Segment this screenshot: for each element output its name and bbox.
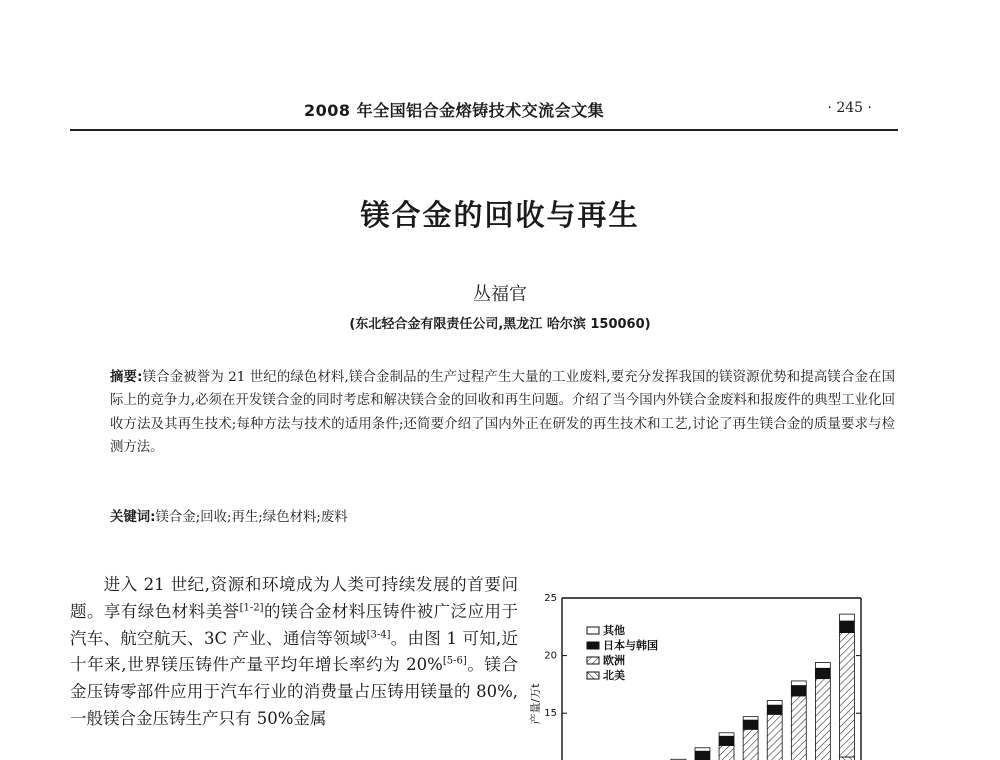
legend-label: 其他 <box>603 624 625 637</box>
bar-segment <box>743 720 758 729</box>
page-number: · 245 · <box>827 100 872 116</box>
bar-segment <box>767 714 782 760</box>
bar-segment <box>743 717 758 720</box>
author-affiliation: (东北轻合金有限责任公司,黑龙江 哈尔滨 150060) <box>349 317 651 332</box>
body-sentence-4: 。镁合金压铸零部件应用于汽车行业的消费量占压铸用镁量的 80%,一般镁合金压铸生产只有 50%金属 <box>70 655 519 728</box>
abstract-label: 摘要: <box>110 370 143 385</box>
y-tick-label: 20 <box>544 650 557 662</box>
bar-segment <box>767 701 782 706</box>
proceedings-title: 2008 年全国铝合金熔铸技术交流会文集 <box>304 101 605 120</box>
citation-ref: [5-6] <box>442 655 467 667</box>
keywords <box>110 506 895 529</box>
body-sentence-3: 。由图 1 可知,近十年来,世界镁压铸件产量平均年增长率约为 20% <box>70 628 518 675</box>
bar-segment <box>839 633 854 757</box>
abstract <box>110 366 895 460</box>
abstract-text: 镁合金被誉为 21 世纪的绿色材料,镁合金制品的生产过程产生大量的工业废料,要充分发挥我国的镁资源优势和提高镁合金在国际上的竞争力,必须在开发镁合金的同时考虑和解决镁合金的回收和再生问题。介绍了当今国内外镁合金废料和报废件的典型工业化回收方法及其再生技术;每种方法与技术的适用条件;还简要介绍了国内外正在研发的再生技术和工艺,讨论了再生镁合金的质量要求与检测方法。 <box>110 370 896 456</box>
running-header <box>70 98 900 130</box>
bar-segment <box>791 681 806 686</box>
bar-segment <box>791 686 806 696</box>
legend-swatch <box>587 672 599 679</box>
citation-ref: [1-2] <box>239 602 264 614</box>
bar-segment <box>719 733 734 736</box>
author-name: 丛福官 <box>473 284 527 305</box>
legend-label: 日本与韩国 <box>603 639 658 652</box>
header-rule <box>70 129 898 131</box>
keywords-text: 镁合金;回收;再生;绿色材料;废料 <box>155 510 348 525</box>
bar-segment <box>839 621 854 633</box>
bar-segment <box>815 679 830 760</box>
citation-ref: [3-4] <box>366 629 391 641</box>
bar-segment <box>695 751 710 760</box>
legend-swatch <box>587 657 599 664</box>
paper-title: 镁合金的回收与再生 <box>360 198 640 232</box>
body-sentence-2: 的镁合金材料压铸件被广泛应用于汽车、航空航天、3C 产业、通信等领域 <box>70 601 519 648</box>
bar-segment <box>815 668 830 678</box>
figure-1-chart <box>525 582 885 760</box>
body-paragraph <box>70 572 518 733</box>
bar-segment <box>695 748 710 751</box>
stacked-bar-chart <box>525 582 885 760</box>
keywords-label: 关键词: <box>110 510 156 525</box>
bar-segment <box>815 663 830 669</box>
bar-segment <box>839 614 854 621</box>
bar-segment <box>719 745 734 760</box>
legend-swatch <box>587 627 599 634</box>
body-sentence-1: 进入 21 世纪,资源和环境成为人类可持续发展的首要问题。享有绿色材料美誉 <box>70 575 518 621</box>
legend-label: 北美 <box>603 669 625 682</box>
bar-segment <box>719 736 734 745</box>
legend-swatch <box>587 642 599 649</box>
y-axis-label: 产量/万t <box>529 683 542 725</box>
y-tick-label: 25 <box>544 593 557 604</box>
bar-segment <box>791 696 806 760</box>
legend-label: 欧洲 <box>603 654 625 667</box>
bar-segment <box>743 729 758 760</box>
y-tick-label: 15 <box>544 708 557 720</box>
bar-segment <box>767 705 782 714</box>
